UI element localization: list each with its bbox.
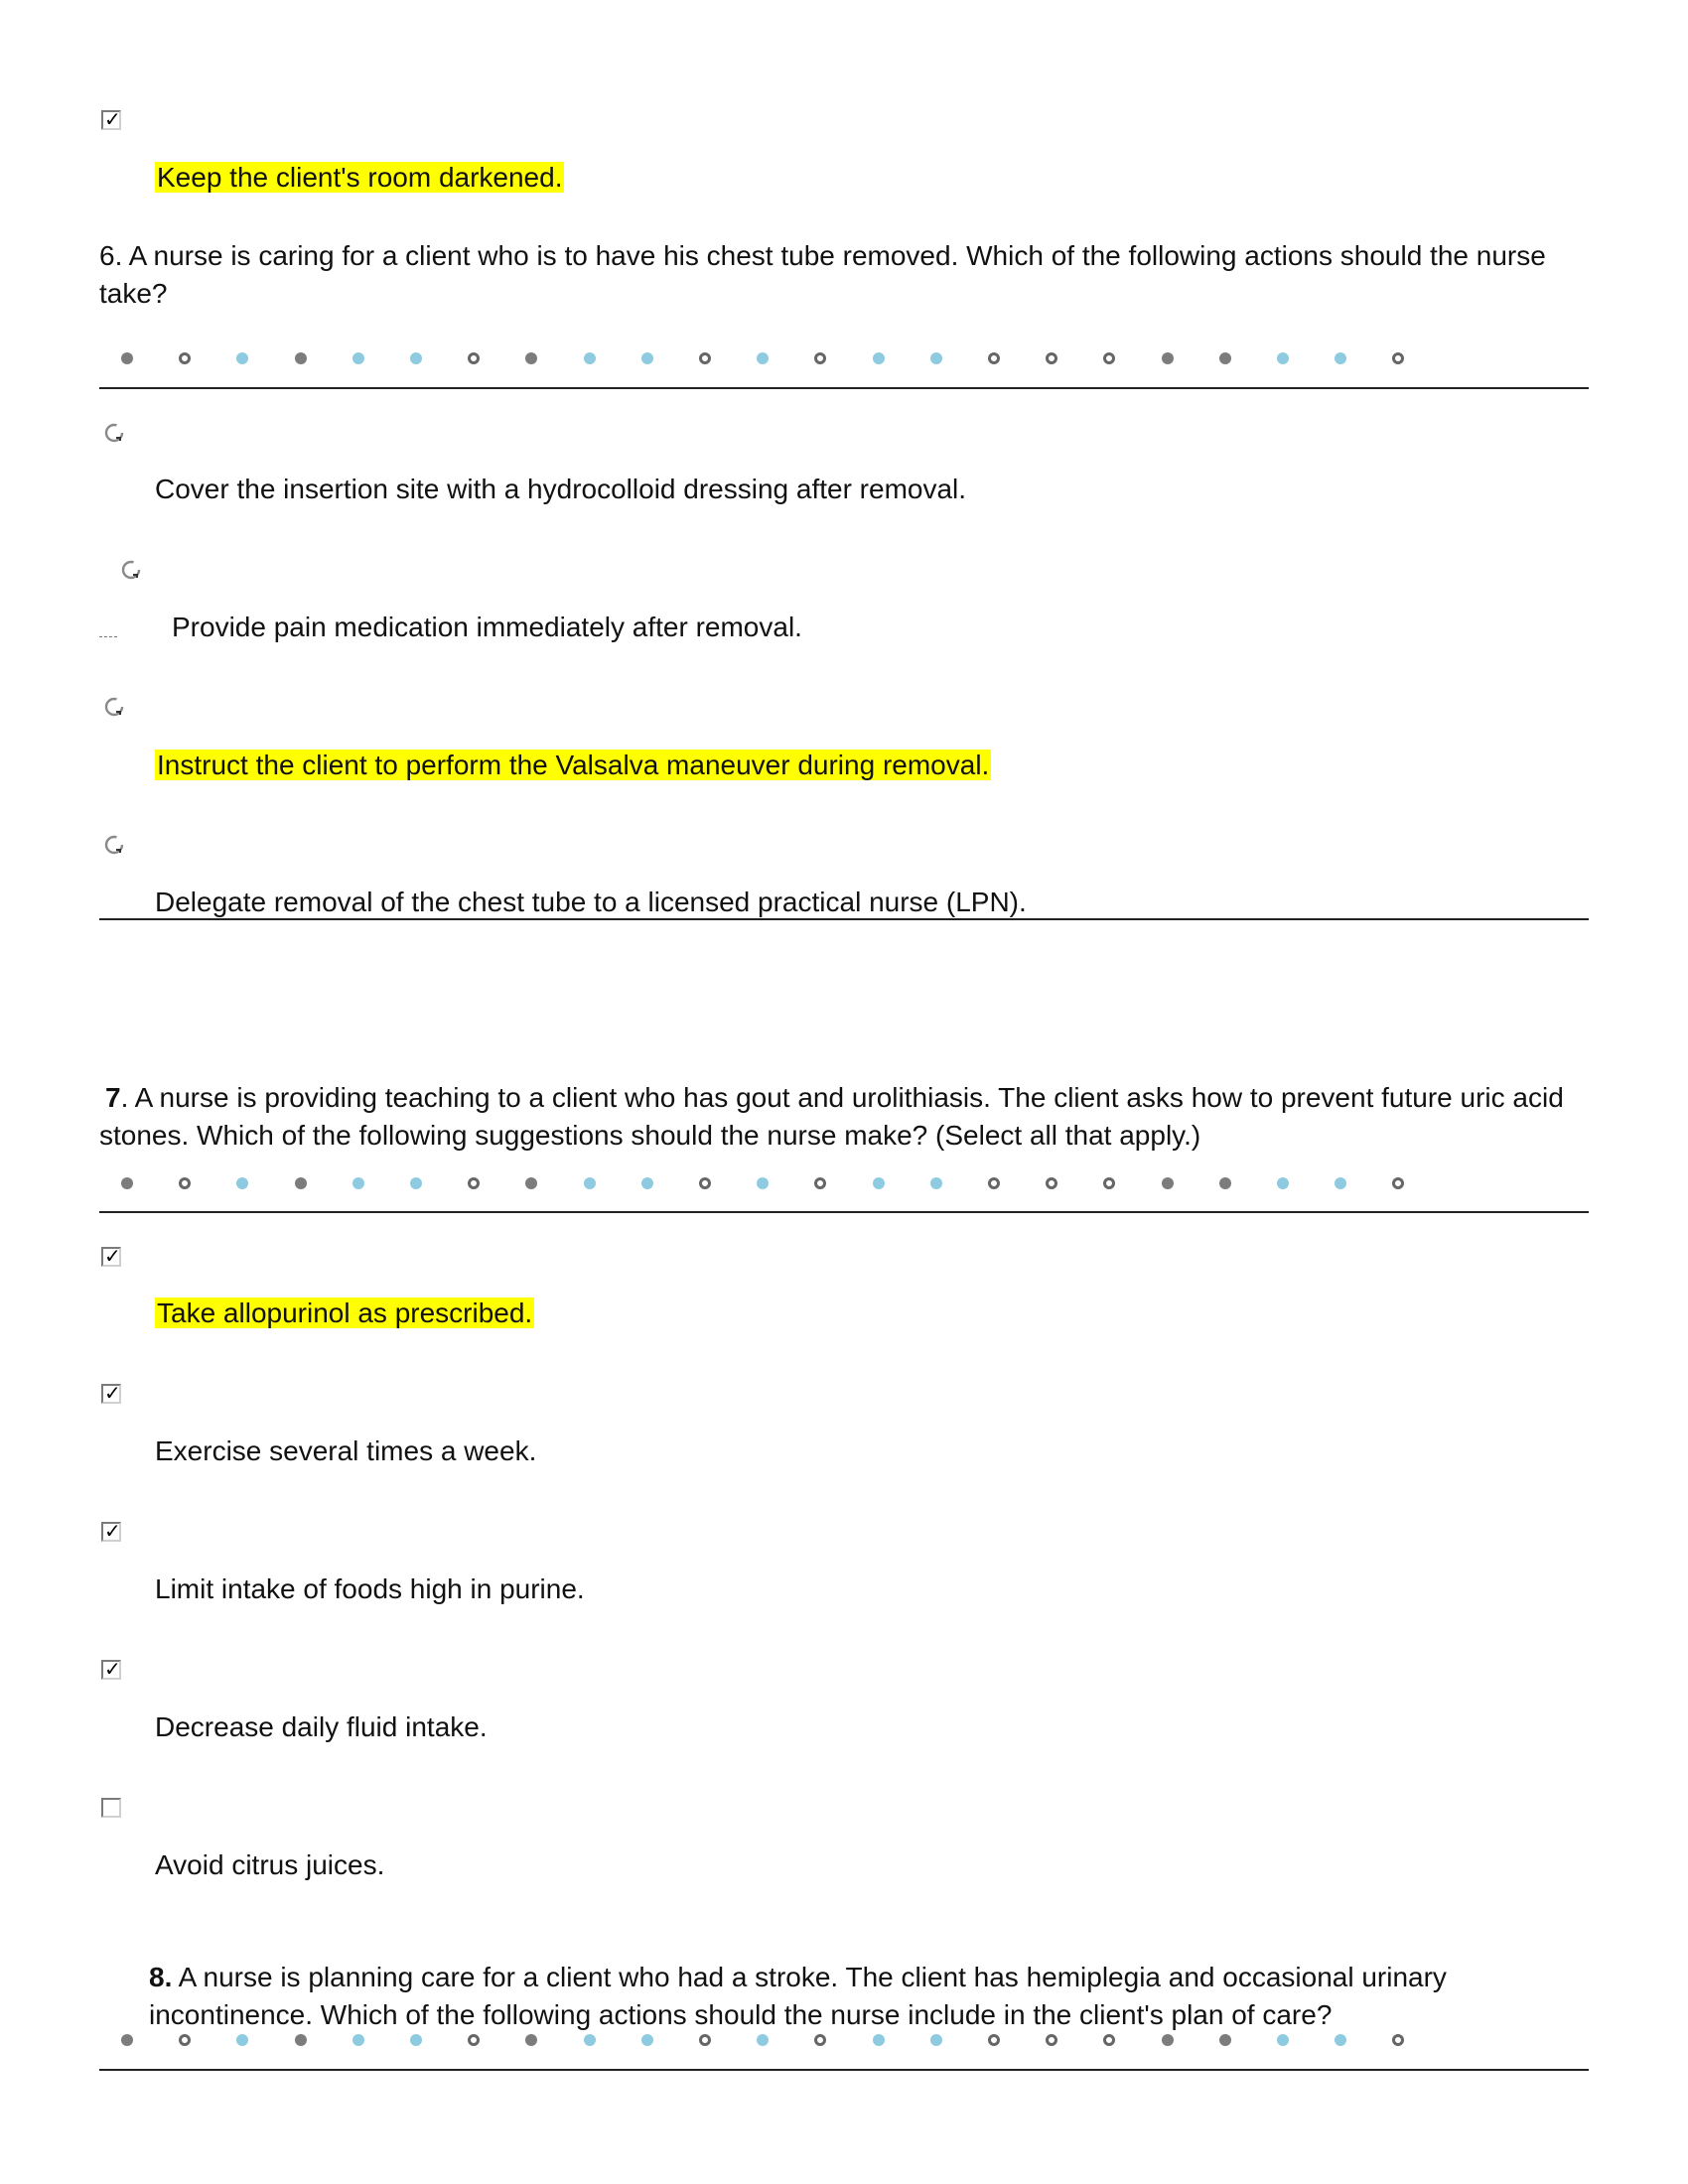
answer-option-text: Exercise several times a week. <box>155 1435 537 1466</box>
divider-dot <box>930 2034 942 2046</box>
answer-checkbox[interactable] <box>101 1798 121 1818</box>
divider-dot <box>1392 2034 1404 2046</box>
divider-dot <box>1046 352 1057 364</box>
divider-dot <box>584 1177 596 1189</box>
checkmark-icon: ✓ <box>104 107 121 131</box>
divider-dot <box>410 1177 422 1189</box>
divider-dot <box>641 1177 653 1189</box>
radio-button[interactable] <box>103 834 125 856</box>
answer-option-text: Avoid citrus juices. <box>155 1849 385 1880</box>
question-number: 7 <box>105 1082 121 1113</box>
divider-dot <box>525 352 537 364</box>
divider-dot <box>699 1177 711 1189</box>
answer-checkbox[interactable] <box>101 1244 121 1268</box>
divider-dot <box>1335 1177 1346 1189</box>
divider-dot <box>1162 1177 1174 1189</box>
divider-dot <box>699 2034 711 2046</box>
divider-dot <box>236 352 248 364</box>
divider-dot <box>988 1177 1000 1189</box>
divider-dot <box>1392 352 1404 364</box>
section-rule <box>99 918 1589 920</box>
checkmark-icon: ✓ <box>104 1244 121 1268</box>
divider-dot <box>1277 2034 1289 2046</box>
divider-dot <box>988 352 1000 364</box>
radio-button[interactable] <box>120 559 142 581</box>
divider-dot <box>121 2034 133 2046</box>
divider-dot <box>121 1177 133 1189</box>
divider-dot <box>1103 2034 1115 2046</box>
divider-dot <box>757 1177 769 1189</box>
answer-option-text: Delegate removal of the chest tube to a licensed practical nurse (LPN). <box>155 887 1027 917</box>
divider-dot <box>1335 2034 1346 2046</box>
divider-dot <box>1103 352 1115 364</box>
dot-divider <box>99 352 1539 366</box>
answer-checkbox[interactable] <box>101 1657 121 1681</box>
divider-dot <box>1335 352 1346 364</box>
divider-dot <box>179 1177 191 1189</box>
highlighted-answer: Instruct the client to perform the Valsalva maneuver during removal. <box>157 750 990 780</box>
divider-dot <box>236 1177 248 1189</box>
divider-dot <box>1046 1177 1057 1189</box>
question-body: A nurse is planning care for a client who had a stroke. The client has hemiplegia and occasional urinary incontinence. Which of the following actions should the nurse include in the client's plan of care? <box>149 1962 1447 2030</box>
divider-dot <box>410 352 422 364</box>
divider-dot <box>1219 352 1231 364</box>
divider-dot <box>1103 1177 1115 1189</box>
divider-dot <box>757 2034 769 2046</box>
divider-dot <box>525 1177 537 1189</box>
checkmark-icon: ✓ <box>104 1657 121 1681</box>
divider-dot <box>1162 2034 1174 2046</box>
divider-dot <box>873 2034 885 2046</box>
divider-dot <box>873 352 885 364</box>
divider-dot <box>930 1177 942 1189</box>
divider-dot <box>1219 2034 1231 2046</box>
divider-dot <box>295 2034 307 2046</box>
divider-dot <box>814 2034 826 2046</box>
divider-dot <box>930 352 942 364</box>
divider-dot <box>121 352 133 364</box>
question-7-text <box>99 1079 1589 1155</box>
question-6-text: 6. A nurse is caring for a client who is to have his chest tube removed. Which of the following actions should the nurse take? <box>99 240 1546 309</box>
divider-dot <box>757 352 769 364</box>
answer-option-text: Decrease daily fluid intake. <box>155 1711 488 1742</box>
divider-dot <box>352 1177 364 1189</box>
divider-dot <box>1219 1177 1231 1189</box>
broken-image-marker <box>99 636 117 637</box>
divider-dot <box>641 352 653 364</box>
question-8-text <box>149 1959 1519 2034</box>
radio-button[interactable] <box>103 696 125 718</box>
answer-option-text <box>155 1295 534 1332</box>
divider-dot <box>699 352 711 364</box>
divider-dot <box>236 2034 248 2046</box>
answer-option-text: Limit intake of foods high in purine. <box>155 1573 585 1604</box>
checkmark-icon: ✓ <box>104 1519 121 1543</box>
section-rule <box>99 387 1589 389</box>
question-body: . A nurse is providing teaching to a client who has gout and urolithiasis. The client asks how to prevent future uric acid stones. Which of the following suggestions should the nurse make? (Select all that apply.) <box>99 1082 1564 1151</box>
highlighted-answer: Take allopurinol as prescribed. <box>157 1297 533 1328</box>
answer-checkbox[interactable] <box>101 107 121 131</box>
divider-dot <box>814 1177 826 1189</box>
divider-dot <box>468 1177 480 1189</box>
question-number: 8. <box>149 1962 173 1992</box>
divider-dot <box>295 352 307 364</box>
divider-dot <box>352 352 364 364</box>
answer-checkbox[interactable] <box>101 1381 121 1405</box>
divider-dot <box>988 2034 1000 2046</box>
highlighted-answer: Keep the client's room darkened. <box>157 162 563 193</box>
divider-dot <box>410 2034 422 2046</box>
divider-dot <box>295 1177 307 1189</box>
dot-divider <box>99 1177 1539 1191</box>
divider-dot <box>873 1177 885 1189</box>
divider-dot <box>641 2034 653 2046</box>
answer-option-text: Provide pain medication immediately after removal. <box>172 612 802 642</box>
radio-button[interactable] <box>103 422 125 444</box>
divider-dot <box>179 352 191 364</box>
answer-option-text <box>155 159 564 197</box>
answer-option-text: Cover the insertion site with a hydrocolloid dressing after removal. <box>155 474 967 504</box>
divider-dot <box>352 2034 364 2046</box>
checkmark-icon: ✓ <box>104 1381 121 1405</box>
answer-option-text <box>155 747 991 784</box>
section-rule <box>99 2069 1589 2071</box>
divider-dot <box>814 352 826 364</box>
divider-dot <box>1046 2034 1057 2046</box>
divider-dot <box>584 2034 596 2046</box>
section-rule <box>99 1211 1589 1213</box>
divider-dot <box>179 2034 191 2046</box>
divider-dot <box>1277 352 1289 364</box>
divider-dot <box>468 2034 480 2046</box>
dot-divider <box>99 2034 1539 2048</box>
divider-dot <box>584 352 596 364</box>
divider-dot <box>1162 352 1174 364</box>
divider-dot <box>1277 1177 1289 1189</box>
divider-dot <box>1392 1177 1404 1189</box>
answer-checkbox[interactable] <box>101 1519 121 1543</box>
divider-dot <box>525 2034 537 2046</box>
divider-dot <box>468 352 480 364</box>
